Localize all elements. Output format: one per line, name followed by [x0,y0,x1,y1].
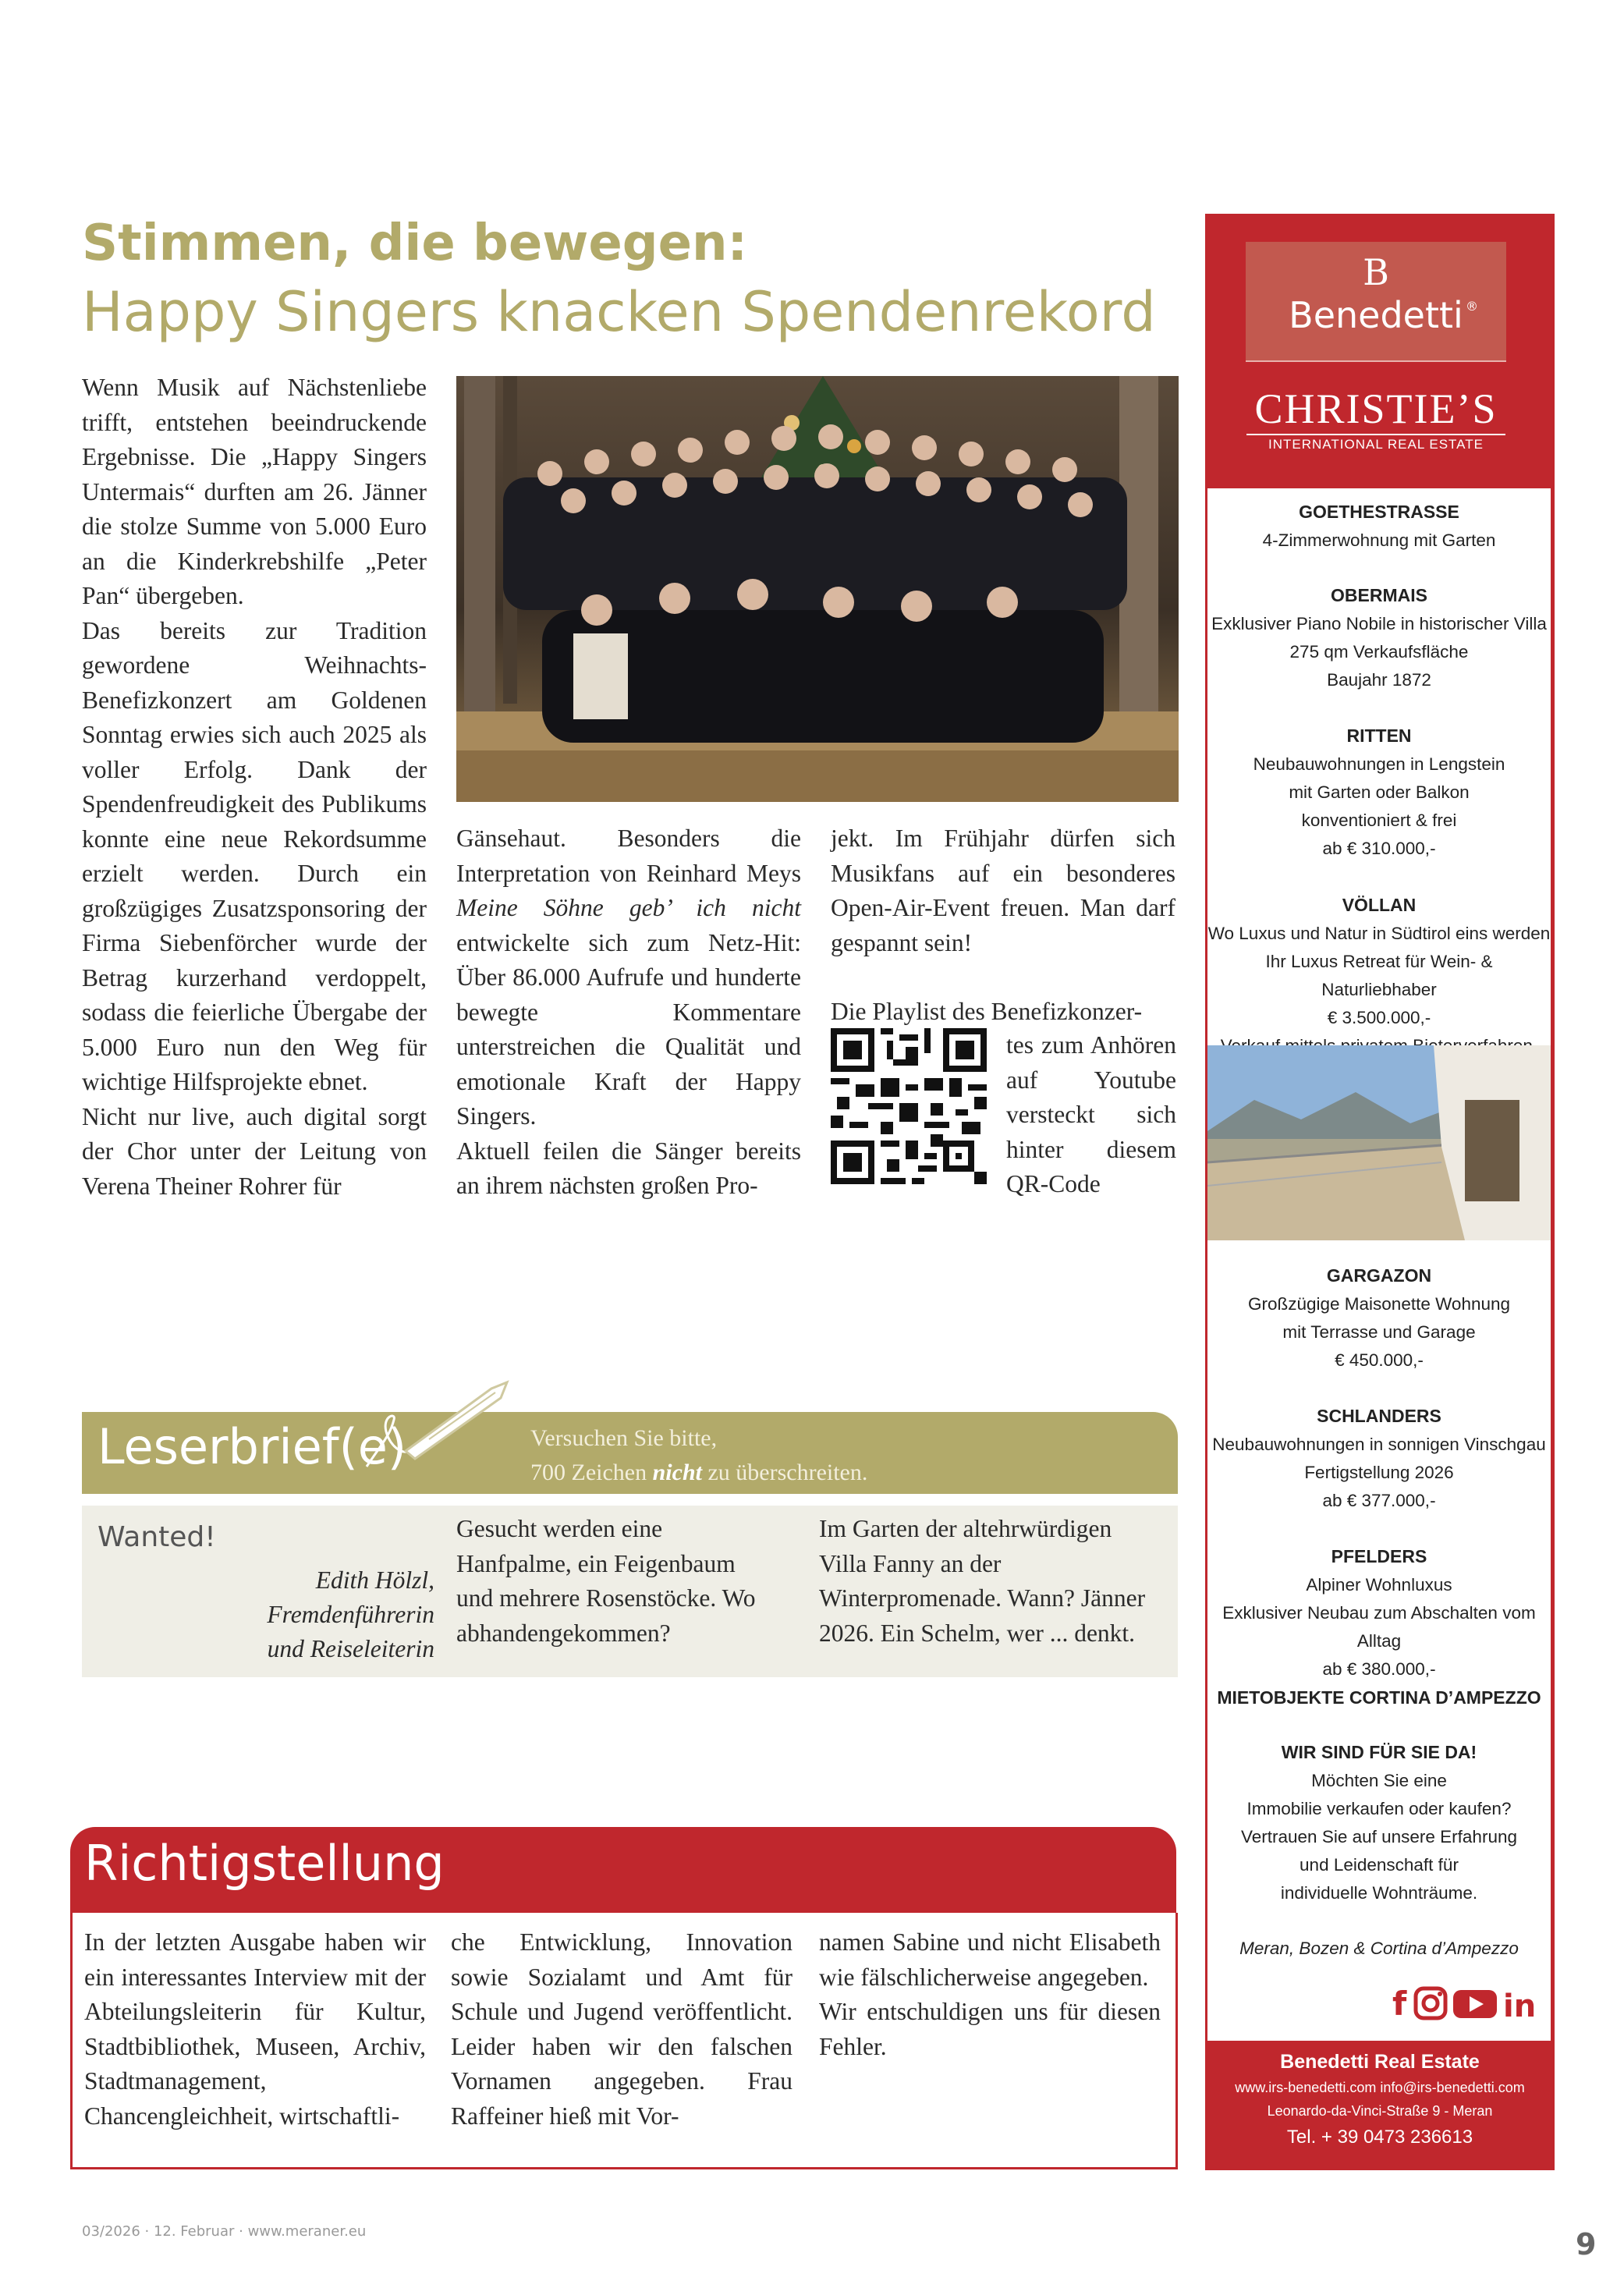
listing[interactable] [1207,891,1551,1060]
listing-detail: ab € 377.000,- [1322,1491,1436,1510]
christies-logo [1239,387,1513,454]
ad-locations: Meran, Bozen & Cortina d’Ampezzo [1239,1939,1519,1958]
svg-text:in: in [1503,1988,1537,2021]
listing[interactable] [1207,722,1551,863]
letter-heading: Wanted! [98,1521,216,1553]
listing-name: SCHLANDERS [1317,1406,1441,1426]
headline-line2: Happy Singers knacken Spendenrekord [82,280,1156,344]
company-name: Benedetti Real Estate [1280,2051,1480,2073]
instagram-icon [1416,1988,1445,2018]
facebook-icon [1392,1985,1407,2021]
logo-divider [1246,360,1506,362]
listing-detail: ab € 380.000,- [1322,1659,1436,1679]
article-paragraph: Wir entschuldigen uns für diesen Fehler. [819,1998,1161,2060]
cortina-rentals[interactable] [1207,1683,1551,1712]
listing-detail: ab € 310.000,- [1322,839,1436,858]
note-emphasis: nicht [652,1460,702,1485]
article-headline [82,209,1174,346]
article-paragraph: Die Playlist des Benefizkonzer- [831,998,1143,1025]
text-span: 700 Zeichen [530,1460,653,1485]
author-role: Fremdenführerin [267,1601,434,1628]
letter-text-2: Im Garten der altehrwürdigen Villa Fanny an der Winterpromenade. Wann? Jänner 2026. Ein Schelm, wer ... denkt. [819,1515,1146,1647]
listing-name: GOETHESTRASSE [1299,502,1459,522]
christies-name: CHRISTIE’S [1254,385,1498,432]
cta-line: Möchten Sie eine [1311,1771,1447,1790]
article-paragraph: namen Sabine und nicht Elisabeth wie fälschlicherweise angegeben. [819,1928,1161,1991]
youtube-icon [1453,1990,1497,2018]
listing-name: GARGAZON [1326,1265,1432,1286]
article-column-2 [456,821,801,1204]
social-icons [1392,1985,1548,2021]
benedetti-logo [1246,242,1506,360]
correction-column-3 [819,1925,1161,2064]
listing-detail: Alpiner Wohnluxus [1306,1575,1452,1595]
company-address: Leonardo-da-Vinci-Straße 9 - Meran [1267,2103,1493,2119]
text-span: Gänsehaut. Besonders die Interpretation von Reinhard Meys [456,825,801,887]
listing-detail: Ihr Luxus Retreat für Wein- & Naturliebhaber [1265,952,1493,999]
correction-column-1: In der letzten Ausgabe haben wir ein interessantes Interview mit der Abteilungsleiterin für Kultur, Stadtbibliothek, Museen, Archiv, Stadtmanagement, Chancengleichheit, wirtschaftli- [84,1928,426,2130]
listing-detail: Neubauwohnungen in Lengstein [1253,754,1505,774]
article-column-3 [831,821,1175,1030]
listing-name: PFELDERS [1331,1546,1427,1566]
terrace-photo [1207,1045,1551,1240]
listing-detail: € 3.500.000,- [1327,1008,1431,1027]
note-line [530,1456,867,1490]
listing-name: OBERMAIS [1331,585,1427,605]
brand-name: Benedetti [1289,294,1463,336]
listing-detail: Großzügige Maisonette Wohnung [1247,1294,1511,1314]
listing-detail: Neubauwohnungen in sonnigen Vinschgau [1212,1435,1546,1454]
listing-detail: Exklusiver Piano Nobile in historischer Villa [1211,614,1547,633]
listing[interactable] [1207,1542,1551,1683]
christies-sub: INTERNATIONAL REAL ESTATE [1246,434,1505,454]
listing[interactable] [1207,498,1551,555]
listing-name: VÖLLAN [1342,895,1417,915]
article-paragraph: Das bereits zur Tradition gewordene Weihnachts-Benefizkonzert am Goldenen Sonntag erwies sich auch 2025 als voller Erfolg. Dank der Spendenfreudigkeit des Publikums konnte eine neue Rekordsumme erzielt werden. Durch ein großzügiges Zusatzsponsoring der Firma Siebenförcher wurde der Betrag kurzerhand verdoppelt, sodass die feierliche Übergabe der 5.000 Euro nun den Weg für wichtige Hilfsprojekte ebnet. [82,616,427,1095]
correction-column-2: che Entwicklung, Innovation sowie Sozialamt und Amt für Schule und Jugend veröffentlicht. Leider haben wir den falschen Vornamen angegeben. Frau Raffeiner hieß mit Vor- [451,1928,792,2130]
cta-title: WIR SIND FÜR SIE DA! [1281,1742,1477,1762]
listing-detail: 275 qm Verkaufsfläche [1289,642,1469,662]
letter-author [183,1563,434,1666]
note-line: Versuchen Sie bitte, [530,1425,718,1451]
author-role: und Reiseleiterin [267,1635,434,1662]
headline-line1: Stimmen, die bewegen: [82,215,748,272]
cta-line: individuelle Wohnträume. [1280,1883,1478,1903]
leserbrief-note [530,1421,867,1490]
cortina-label: MIETOBJEKTE CORTINA D’AMPEZZO [1217,1687,1541,1708]
listing-detail: Fertigstellung 2026 [1304,1463,1454,1482]
qr-code[interactable] [831,1028,987,1184]
listing-name: RITTEN [1346,725,1412,746]
choir-photo [456,376,1179,802]
qr-caption: tes zum Anhören auf Youtube versteckt sich hinter diesem QR-Code [1006,1031,1176,1197]
article-paragraph: jekt. Im Frühjahr dürfen sich Musikfans auf ein besonderes Open-Air-Event freuen. Man darf gespannt sein! [831,825,1175,956]
ad-cta [1207,1738,1551,1907]
cta-line: Immobilie verkaufen oder kaufen? [1246,1799,1512,1818]
listing-detail: mit Garten oder Balkon [1289,782,1470,802]
listing-detail: konventioniert & frei [1301,811,1457,830]
listing-detail: mit Terrasse und Garage [1282,1322,1476,1342]
cta-line: Vertrauen Sie auf unsere Erfahrung [1241,1827,1517,1846]
richtigstellung-title: Richtigstellung [84,1835,445,1892]
svg-text:f: f [1392,1985,1407,2021]
article-column-1 [82,371,427,1204]
article-paragraph: Aktuell feilen die Sänger bereits an ihrem nächsten großen Pro- [456,1137,801,1199]
company-web[interactable]: www.irs-benedetti.com info@irs-benedetti.com [1235,2080,1525,2095]
svg-text:®: ® [1466,299,1478,314]
song-title: Meine Söhne geb’ ich nicht [456,894,801,921]
cta-line: und Leidenschaft für [1300,1855,1459,1875]
text-span: zu überschreiten. [701,1460,868,1485]
listing-detail: 4-Zimmerwohnung mit Garten [1262,530,1496,550]
pen-icon [359,1373,515,1474]
listing-detail: Baujahr 1872 [1327,670,1431,690]
leserbrief-title: Leserbrief(e) [98,1418,407,1475]
linkedin-icon [1503,1988,1536,2021]
listing[interactable] [1207,1402,1551,1515]
page-number: 9 [1576,2227,1597,2261]
listing[interactable] [1207,581,1551,694]
company-phone[interactable]: Tel. + 39 0473 236613 [1286,2127,1473,2148]
article-paragraph: Wenn Musik auf Nächstenliebe trifft, entstehen beeindruckende Ergebnisse. Die „Happy Singers Untermais“ durften am 26. Jänner die stolze Summe von 5.000 Euro an die Kinderkrebshilfe „Peter Pan“ übergeben. [82,374,427,609]
listing-detail: Wo Luxus und Natur in Südtirol eins werden [1207,924,1551,943]
issue-info: 03/2026 · 12. Februar · www.meraner.eu [82,2223,367,2240]
ad-footer [1205,2048,1555,2152]
listing[interactable] [1207,1261,1551,1375]
svg-text:B: B [1363,251,1389,293]
listing-detail: Exklusiver Neubau zum Abschalten vom Alltag [1222,1603,1536,1651]
author-name: Edith Hölzl, [315,1566,434,1594]
article-paragraph: Nicht nur live, auch digital sorgt der Chor unter der Leitung von Verena Theiner Rohrer für [82,1102,427,1200]
listing-detail: € 450.000,- [1335,1350,1424,1370]
letter-text-1: Gesucht werden eine Hanfpalme, ein Feigenbaum und mehrere Rosenstöcke. Wo abhandengekommen? [456,1515,756,1647]
text-span: entwickelte sich zum Netz-Hit: Über 86.000 Aufrufe und hunderte bewegte Kommentare unterstreichen die Qualität und emotionale Kraft der Happy Singers. [456,928,801,1130]
article-paragraph [456,821,801,1134]
